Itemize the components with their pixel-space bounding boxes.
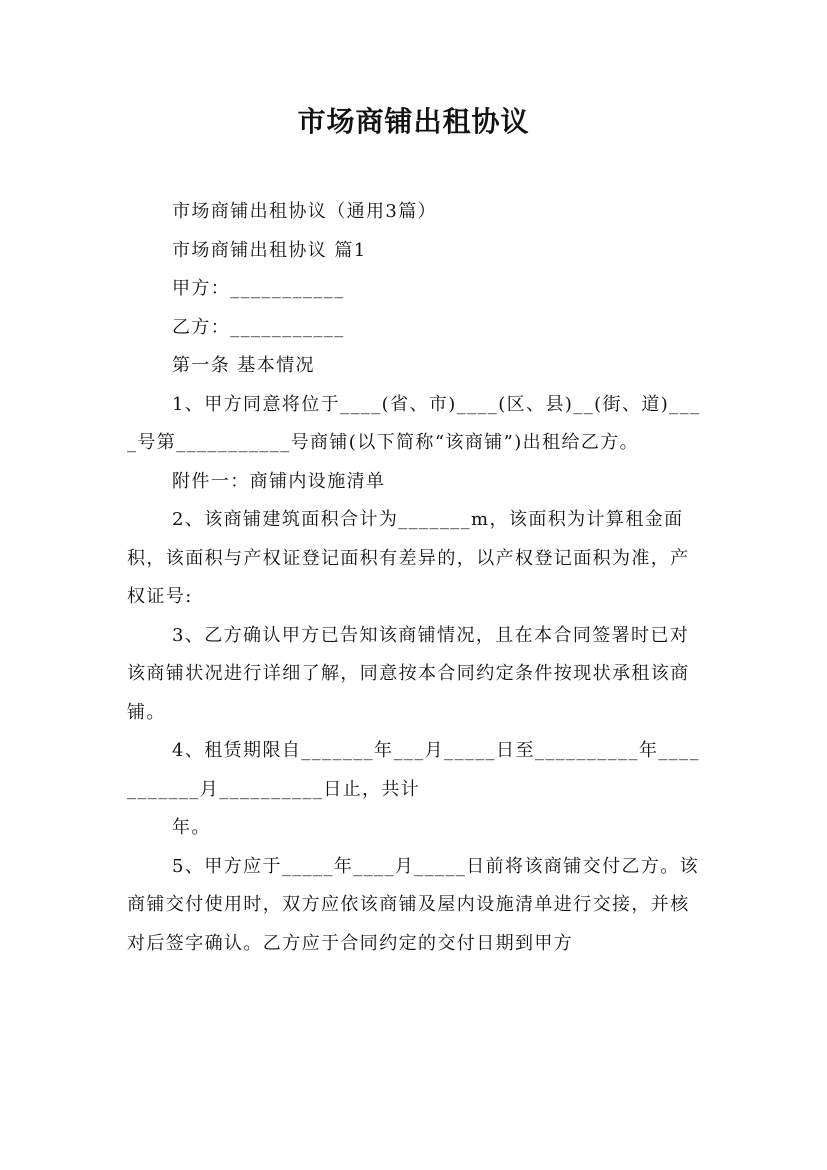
- paragraph-clause-4-cont: 年。: [172, 817, 211, 838]
- paragraph-clause-2: 2、该商铺建筑面积合计为_______m，该面积为计算租金面积，该面积与产权证登记面积有差异的，以产权登记面积为准，产权证号:: [127, 509, 690, 607]
- paragraph-section-title: 市场商铺出租协议 篇1: [172, 239, 367, 261]
- paragraph-attachment-1: 附件一：商铺内设施清单: [172, 470, 386, 492]
- paragraph-party-b: 乙方：___________: [172, 316, 345, 338]
- paragraph-article-1-heading: 第一条 基本情况: [172, 355, 315, 376]
- document-body: [127, 193, 705, 963]
- document-title: 市场商铺出租协议: [297, 105, 530, 138]
- paragraph-clause-5: 5、甲方应于_____年____月_____日前将该商铺交付乙方。该商铺交付使用时，双方应依该商铺及屋内设施清单进行交接，并核对后签字确认。乙方应于合同约定的交付日期到甲方: [127, 855, 700, 954]
- paragraph-clause-3: 3、乙方确认甲方已告知该商铺情况，且在本合同签署时已对该商铺状况进行详细了解，同意按本合同约定条件按现状承租该商铺。: [127, 624, 690, 723]
- paragraph-clause-4: 4、租赁期限自_______年___月_____日至__________年___________月__________日止，共计: [127, 740, 700, 800]
- paragraph-clause-1: 1、甲方同意将位于____(省、市)____(区、县)__(街、道)____号第___________号商铺(以下简称“该商铺”)出租给乙方。: [127, 393, 701, 453]
- paragraph-party-a: 甲方：___________: [172, 278, 345, 299]
- paragraph-subtitle: 市场商铺出租协议（通用3篇）: [172, 201, 438, 222]
